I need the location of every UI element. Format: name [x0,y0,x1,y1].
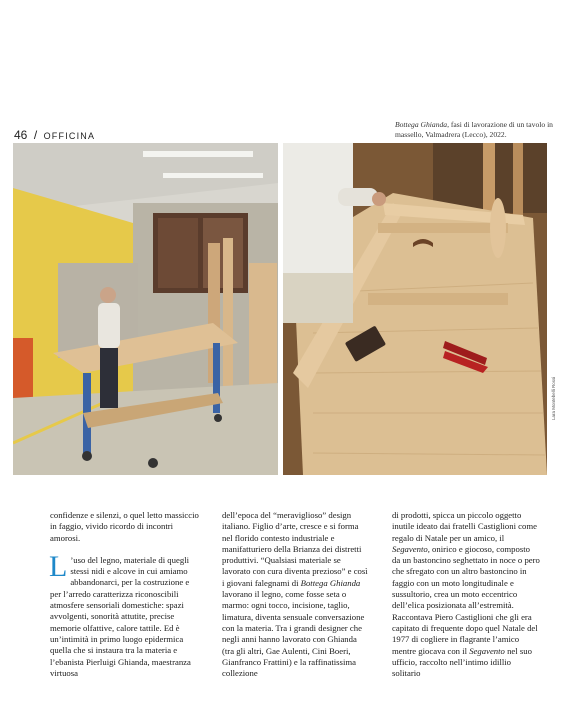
table-illustration [283,143,547,475]
italic-text: Segavento [469,645,505,656]
caption-name: Bottega Ghianda [395,120,448,129]
paragraph-text: ’uso del legno, materiale di quegli stessi nidi e alcove in cui amiamo abbandonarci, per la costruzione e per l’arredo caratterizza riconoscibili atmosfere sensoriali domestiche: spazi avvolgenti, sonorità attutite, precise memorie olfattive, calore tattile. Ed è un’intimità in primo luogo epidermica quella che si instaura tra la materia e l’ebanista Pierluigi Ghianda, maestranza virtuosa [50,554,191,678]
drop-cap: L [49,549,68,583]
text-column-2 [222,510,370,679]
paragraph [222,510,370,679]
italic-text: Bottega Ghianda [300,577,361,588]
caption-text: , fasi di lavorazione di un tavolo in massello, Valmadrera (Lecco), 2022. [395,120,553,139]
workshop-illustration [13,143,278,475]
text-run: dell’epoca del “meraviglioso” design italiano. Figlio d’arte, cresce e si forma nel florido contesto industriale e manifatturiero della Brianza dei distretti produttivi. “Qualsiasi materiale se lavorato con cura diventa prezioso” e così i giovani falegnami di [222,510,368,588]
photo-credit: Lara Montebelli Rossi [551,376,556,420]
workshop-photo [13,143,278,475]
photo-caption [395,120,560,139]
text-run: lavorano il legno, come fosse seta o marmo: ogni tocco, incisione, taglio, limatura, diventa sensuale conversazione con la materia. Tra i grandi designer che negli anni hanno lavorato con Ghianda (tra gli altri, Gae Aulenti, Cini Boeri, Gianfranco Frattini) e la raffinatissima collezione [222,589,365,679]
text-column-1 [50,510,200,679]
text-run: nel suo ufficio, raccolto nell’intimo idillio solitario [392,645,532,679]
folio-separator: / [33,128,38,142]
page-number: 46 [14,128,28,142]
text-run: di prodotti, spicca un piccolo oggetto inutile ideato dai fratelli Castiglioni come regalo di Natale per un amico, il [392,510,537,543]
text-run: , onirico e giocoso, composto da un bastoncino seghettato in noce o pero che sfregato con un altro bastoncino in faggio con un moto longitudinale e sussultorio, crea un moto eccentrico dell’elica posizionata all’estremità. Raccontava Piero Castiglioni che gli era capitato di frequente dopo quel Natale del 1977 di coglierе in flagrante l’amico mentre giocava con il [392,543,540,656]
page-folio [14,126,95,144]
section-name: OFFICINA [43,131,96,141]
text-column-3 [392,510,540,679]
italic-text: Segavento [392,543,428,554]
paragraph: confidenze e silenzi, o quel letto massiccio in faggio, vivido ricordo di incontri amorosi. [50,510,199,543]
paragraph-with-dropcap [49,549,200,679]
paragraph [392,510,540,679]
table-photo [283,143,547,475]
